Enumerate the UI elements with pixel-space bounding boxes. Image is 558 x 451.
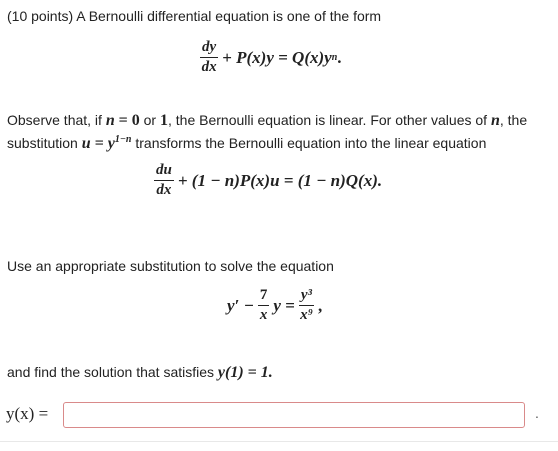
equation-body: + P(x)y = Q(x)y	[222, 47, 332, 67]
math-u-exponent: 1−n	[114, 134, 132, 145]
problem-header: (10 points) A Bernoulli differential equation is one of the form	[7, 8, 382, 24]
observe-text-1: Observe that, if	[7, 112, 102, 128]
observe-paragraph	[7, 110, 527, 131]
answer-input[interactable]	[63, 402, 525, 428]
equation-body: + (1 − n)P(x)u = (1 − n)Q(x).	[177, 170, 383, 190]
answer-trailing-dot: .	[535, 405, 539, 421]
math-n-again: n	[490, 112, 500, 129]
fraction-numerator: y³	[299, 288, 314, 306]
fraction-numerator: dy	[200, 40, 218, 58]
observe-text-3: , the Bernoulli equation is linear. For other values of	[167, 112, 488, 128]
answer-label: y(x) =	[6, 404, 49, 423]
instruction-text: Use an appropriate substitution to solve the equation	[7, 258, 334, 274]
fraction-denominator: dx	[156, 182, 172, 198]
dy-dx-fraction	[200, 40, 218, 75]
exponent: n	[331, 52, 338, 63]
math-u-equals-y: u = y	[81, 135, 115, 152]
fraction-denominator: x	[259, 307, 268, 323]
substitution-text-2: transforms the Bernoulli equation into the linear equation	[135, 135, 487, 151]
fraction-numerator: du	[154, 163, 174, 181]
fraction-numerator: 7	[258, 288, 270, 306]
substitution-text-1: substitution	[7, 135, 78, 151]
math-n: n	[105, 112, 115, 129]
observe-text-4: , the	[499, 112, 528, 128]
bernoulli-form-equation	[196, 40, 342, 75]
seven-over-x-fraction	[258, 288, 270, 323]
condition-paragraph	[7, 362, 273, 383]
given-equation	[227, 288, 322, 323]
linear-equation	[150, 163, 382, 198]
equation-middle: y =	[273, 295, 295, 315]
substitution-paragraph	[7, 130, 486, 154]
bottom-divider	[0, 441, 558, 442]
math-condition: y(1) = 1.	[217, 364, 273, 381]
math-equals-zero: = 0	[118, 112, 140, 129]
math-one: 1	[159, 112, 168, 129]
equation-end: .	[337, 47, 342, 67]
fraction-denominator: dx	[201, 59, 217, 75]
equation-lhs: y′ −	[227, 295, 254, 315]
equation-end: ,	[318, 295, 323, 315]
du-dx-fraction	[154, 163, 174, 198]
observe-text-2: or	[143, 112, 157, 128]
fraction-denominator: x⁹	[300, 307, 313, 323]
y-cubed-over-x-ninth-fraction	[299, 288, 314, 323]
condition-text: and find the solution that satisfies	[7, 364, 215, 380]
